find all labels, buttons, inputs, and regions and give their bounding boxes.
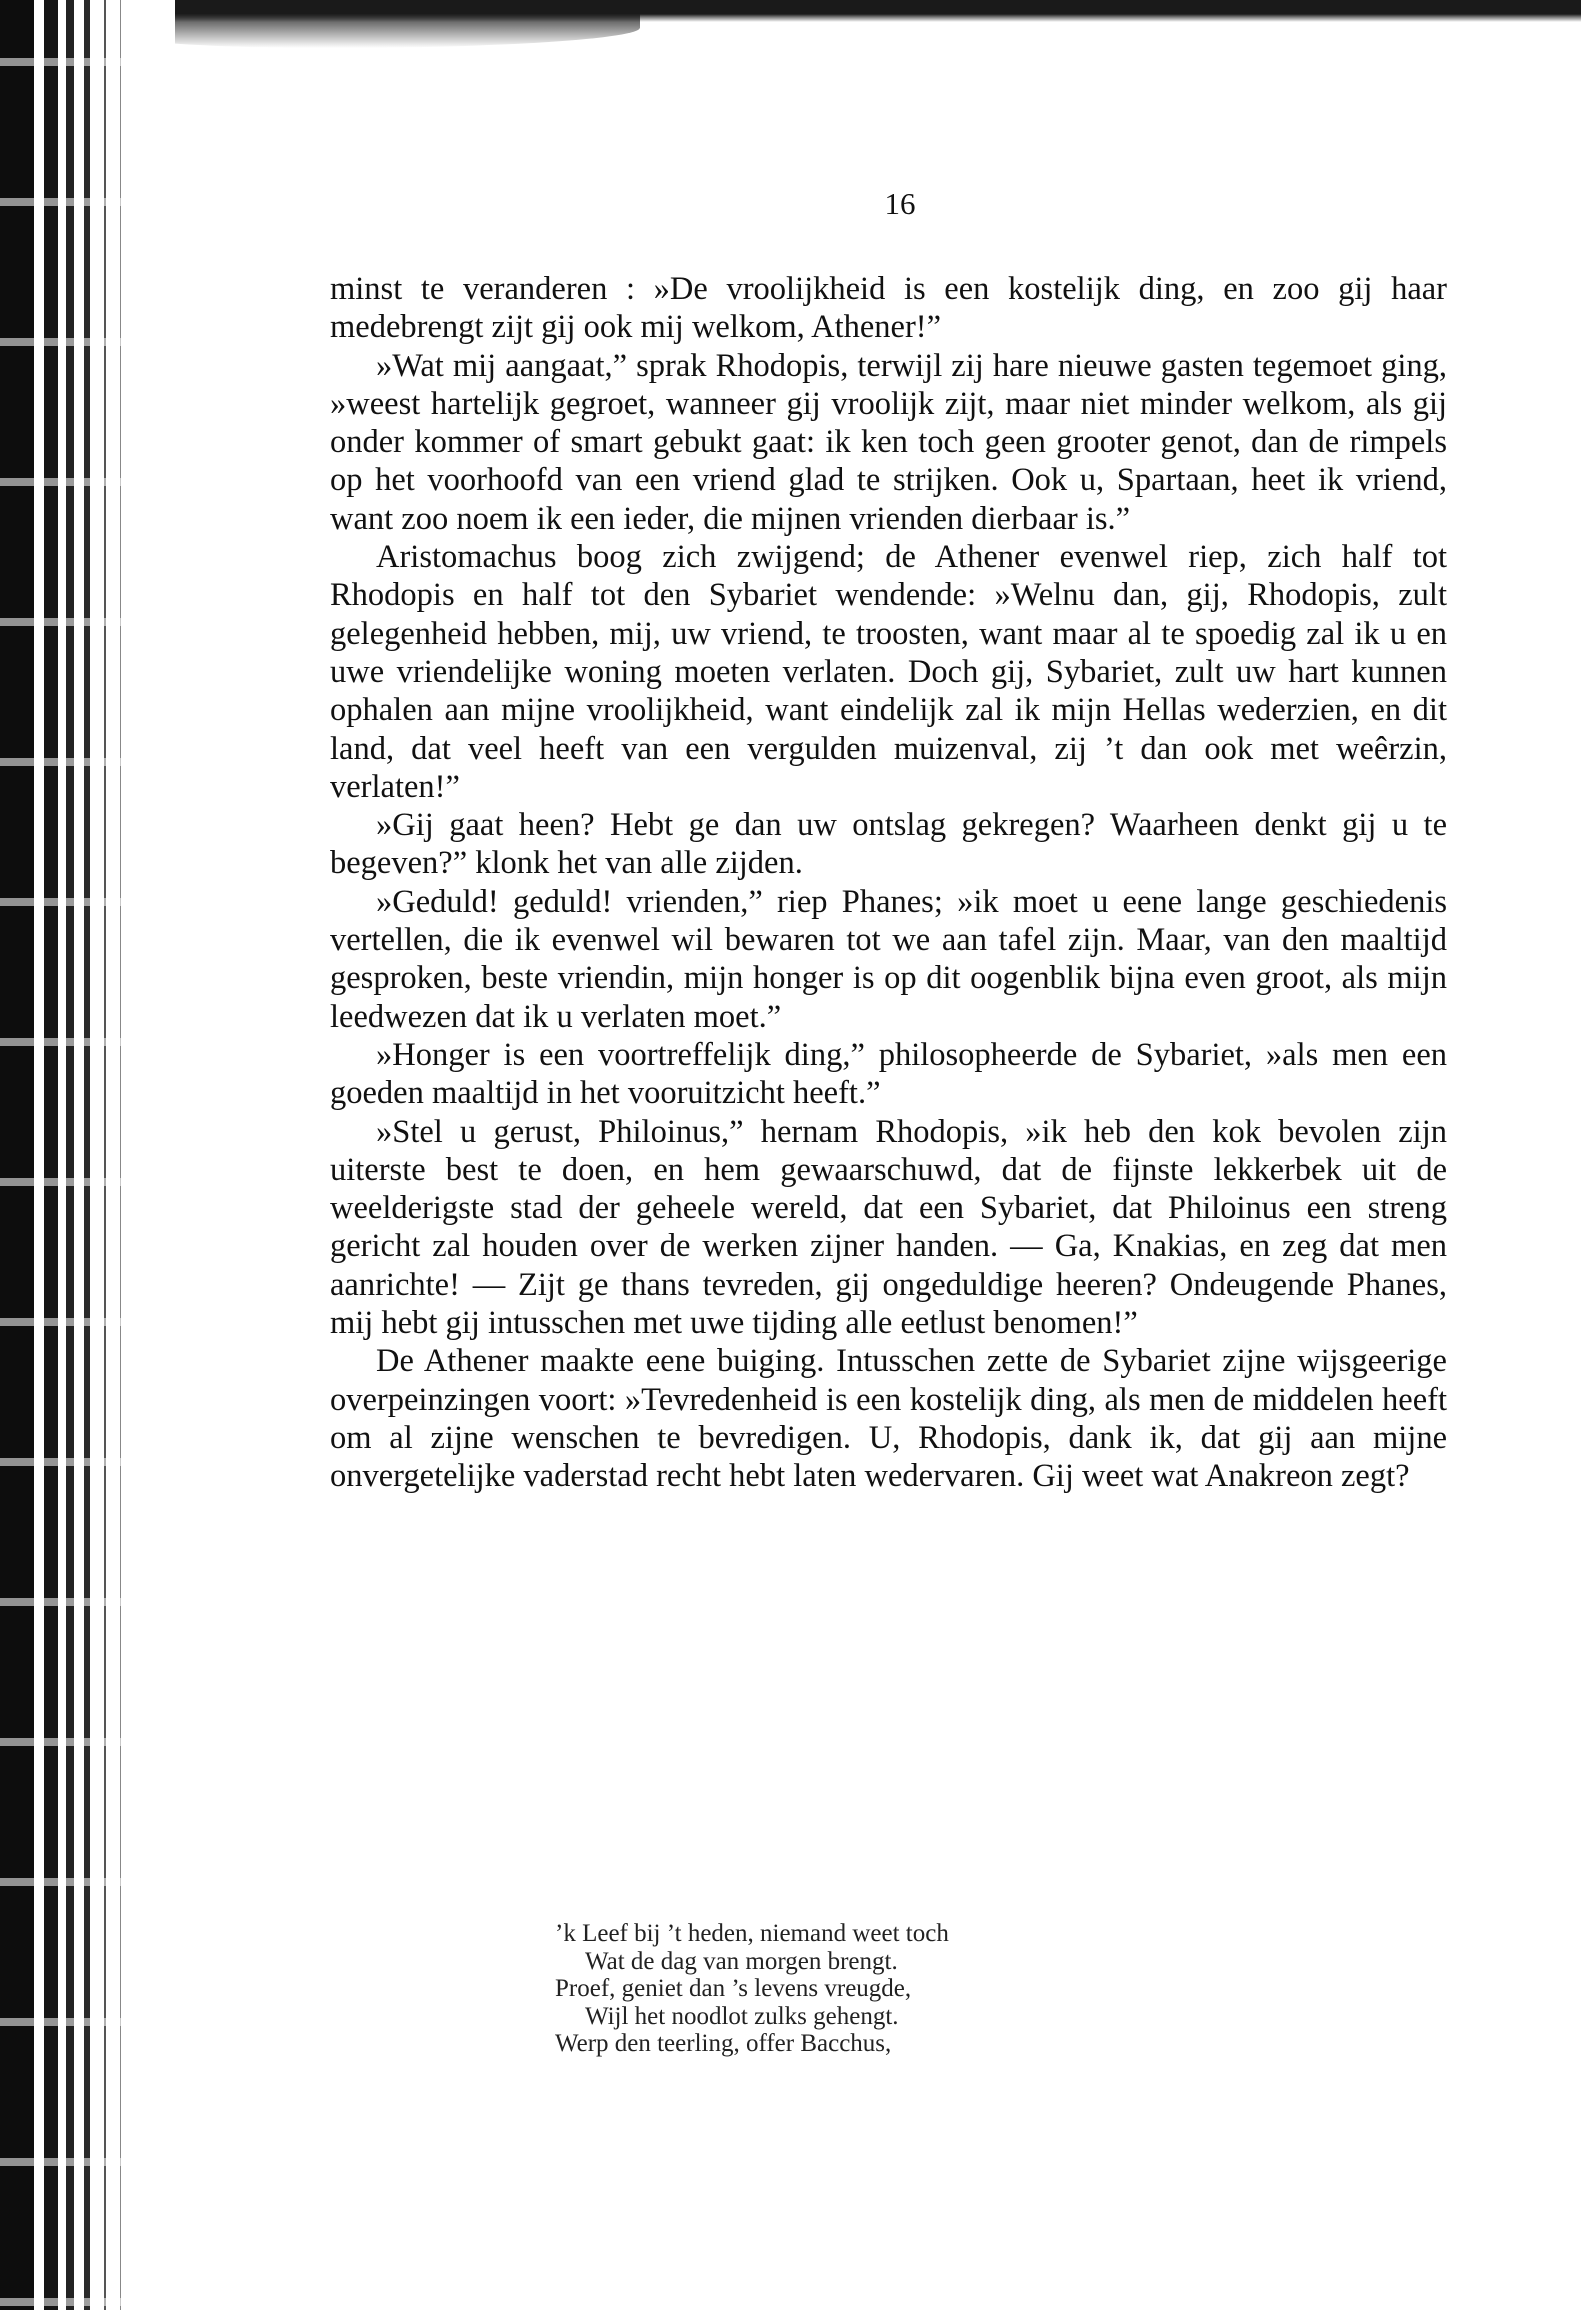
page-number: 16 xyxy=(884,186,916,221)
paragraph: »Geduld! geduld! vrienden,” riep Phanes; »ik moet u eene lange geschiedenis vertellen, die ik evenwel wil bewaren tot we aan tafel zijn. Maar, van den maaltijd gesproken, beste vriendin, mijn honger is op dit oogenblik bijna even groot, als mijn leedwezen dat ik u verlaten moet.” xyxy=(330,883,1447,1035)
scan-smudge xyxy=(120,14,640,48)
paragraph: »Wat mij aangaat,” sprak Rhodopis, terwijl zij hare nieuwe gasten tegemoet ging, »weest hartelijk gegroet, wanneer gij vroolijk zijt, maar niet minder welkom, als gij onder kommer of smart gebukt gaat: ik ken toch geen grooter genot, dan de rimpels op het voorhoofd van een vriend glad te strijken. Ook u, Spartaan, heet ik vriend, want zoo noem ik een ieder, die mijnen vrienden dierbaar is.” xyxy=(330,347,1447,537)
paragraph: »Stel u gerust, Philoinus,” hernam Rhodopis, »ik heb den kok bevolen zijn uiterste best te doen, en hem gewaarschuwd, dat de fijnste lekkerbek uit de weelderigste stad der geheele wereld, dat een Sybariet, dat Philoinus een streng gericht zal houden over de werken zijner handen. — Ga, Knakias, en zeg dat men aanrichte! — Zijt ge thans tevreden, gij ongeduldige heeren? Ondeugende Phanes, mij hebt gij intusschen met uwe tijding alle eetlust benomen!” xyxy=(330,1113,1447,1342)
poem xyxy=(555,1920,1255,2058)
paragraph: »Honger is een voortreffelijk ding,” philosopheerde de Sybariet, »als men een goeden maaltijd in het vooruitzicht heeft.” xyxy=(330,1036,1447,1112)
poem-line: Wat de dag van morgen brengt. xyxy=(585,1947,898,1975)
poem-line: Werp den teerling, offer Bacchus, xyxy=(555,2030,892,2057)
paragraph: minst te veranderen : »De vroolijkheid is een kostelijk ding, en zoo gij haar medebrengt zijt gij ook mij welkom, Athener!” xyxy=(330,271,1447,346)
poem-line: Proef, geniet dan ’s levens vreugde, xyxy=(555,1975,912,2002)
paragraph: Aristomachus boog zich zwijgend; de Athener evenwel riep, zich half tot Rhodopis en half tot den Sybariet wendende: »Welnu dan, gij, Rhodopis, zult gelegenheid hebben, mij, uw vriend, te troosten, want maar al te spoedig zal ik u en uwe vriendelijke woning moeten verlaten. Doch gij, Sybariet, zult uw hart kunnen ophalen aan mijne vroolijkheid, want eindelijk zal ik mijn Hellas wederzien, en dit land, dat veel heeft van een vergulden muizenval, zij ’t dan ook met weêrzin, verlaten!” xyxy=(330,539,1447,805)
scan-binding-texture xyxy=(0,0,130,2310)
paragraph: De Athener maakte eene buiging. Intusschen zette de Sybariet zijne wijsgeerige overpeinzingen voort: »Tevredenheid is een kostelijk ding, als men de middelen heeft om al zijne wenschen te bevredigen. U, Rhodopis, dank ik, dat gij aan mijne onvergetelijke vaderstad recht hebt laten wedervaren. Gij weet wat Anakreon zegt? xyxy=(330,1343,1447,1495)
body-text xyxy=(330,270,1447,1496)
poem-line: Wijl het noodlot zulks gehengt. xyxy=(585,2002,899,2030)
poem-line: ’k Leef bij ’t heden, niemand weet toch xyxy=(555,1920,949,1947)
paragraph: »Gij gaat heen? Hebt ge dan uw ontslag gekregen? Waarheen denkt gij u te begeven?” klonk het van alle zijden. xyxy=(330,807,1447,882)
